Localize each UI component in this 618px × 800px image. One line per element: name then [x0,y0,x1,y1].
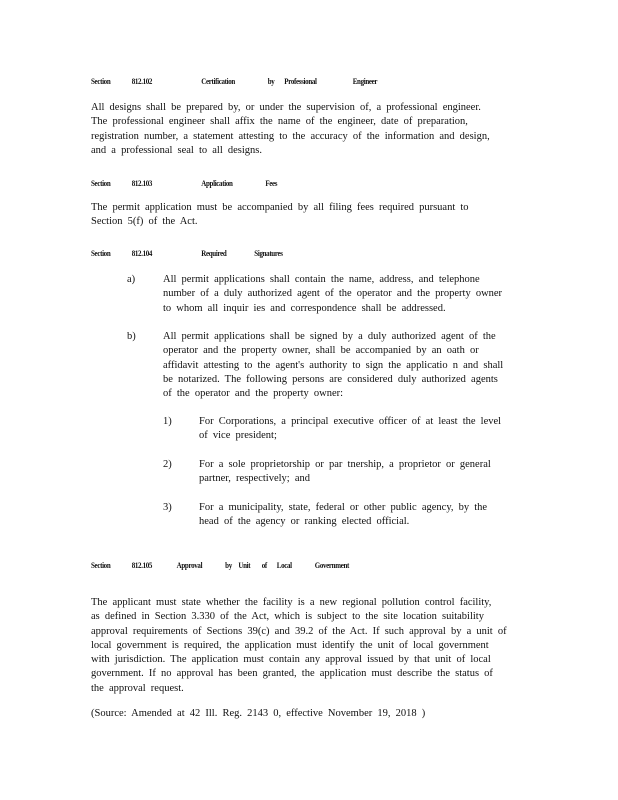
section-number: 812.103 [131,178,153,188]
text-line: government. If no approval has been granted, the application must describe the status of [91,668,493,680]
text-line: of vice president; [199,430,277,442]
text-line: and a professional seal to all designs. [91,144,263,156]
list-label: a) [127,274,136,285]
section-label: Section [91,248,111,258]
section-title-word: Engineer [352,76,378,86]
section-title-word: Government [314,560,350,570]
text-line: All permit applications shall be signed by a duly authorized agent of the [163,331,496,342]
section-label: Section [91,560,111,570]
text-line: Section 5(f) of the Act. [91,216,198,228]
text-line: For a sole proprietorship or par tnership, a proprietor or general [199,459,491,470]
text-line: affidavit attesting to the agent's authority to sign the applicatio n and shall [163,359,504,371]
section-title-word: Application [201,178,233,188]
text-line: operator and the property owner, shall be accompanied by an oath or [163,345,479,357]
source-note [91,707,531,721]
text-line: the approval request. [91,682,184,694]
section-heading-812-104 [91,248,283,258]
list-label: 3) [163,502,172,513]
text-line: of the operator and the property owner: [163,388,344,400]
text-line: approval requirements of Sections 39(c) and 39.2 of the Act. If such approval by a unit of [91,625,507,637]
section-title-word: Unit [238,560,251,570]
section-title-word: by [267,76,275,86]
sub-item-1 [163,415,523,445]
sub-item-2 [163,458,523,488]
text-line: with jurisdiction. The application must contain any approval issued by that unit of local [91,654,491,666]
text-line: be notarized. The following persons are considered duly authorized agents [163,373,498,385]
text-line: All designs shall be prepared by, or under the supervision of, a professional engineer. [91,102,481,113]
section-title-word: Certification [201,76,235,86]
source-note-text: (Source: Amended at 42 Ill. Reg. 2143 0, effective November 19, 2018 ) [91,708,426,719]
list-label: 2) [163,459,172,470]
text-line: The permit application must be accompanied by all filing fees required pursuant to [91,202,469,213]
section-812-103-body [91,201,531,230]
section-title-word: Required [201,248,227,258]
section-label: Section [91,76,111,86]
text-line: head of the agency or ranking elected official. [199,516,410,528]
text-line: For a municipality, state, federal or other public agency, by the [199,502,488,513]
text-line: All permit applications shall contain the name, address, and telephone [163,274,480,285]
text-line: local government is required, the application must identify the unit of local government [91,639,489,651]
section-title-word: Professional [284,76,317,86]
section-812-102-body [91,101,531,158]
sub-item-3 [163,501,523,531]
list-label: 1) [163,416,172,427]
section-812-105-body [91,596,531,696]
text-line: registration number, a statement attesting to the accuracy of the information and design, [91,130,490,142]
section-title-word: of [261,560,267,570]
text-line: The professional engineer shall affix the name of the engineer, date of preparation, [91,116,468,128]
text-line: For Corporations, a principal executive officer of at least the level [199,416,502,427]
section-number: 812.104 [131,248,153,258]
section-title-word: Approval [176,560,203,570]
text-line: number of a duly authorized agent of the operator and the property owner [163,288,503,300]
section-title-word: Signatures [254,248,283,258]
text-line: partner, respectively; and [199,473,310,485]
section-title-word: Fees [265,178,278,188]
section-title-word: Local [276,560,292,570]
list-item-b [127,330,527,404]
section-label: Section [91,178,111,188]
section-number: 812.102 [131,76,153,86]
text-line: The applicant must state whether the facility is a new regional pollution control facility, [91,597,492,608]
section-number: 812.105 [131,560,153,570]
list-label: b) [127,331,136,342]
section-title-word: by [225,560,232,570]
text-line: to whom all inquir ies and correspondence shall be addressed. [163,302,446,314]
section-heading-812-103 [91,178,277,188]
list-item-a [127,273,527,319]
section-heading-812-105 [91,560,349,570]
text-line: as defined in Section 3.330 of the Act, which is subject to the site location suitability [91,611,484,623]
section-heading-812-102 [91,76,377,86]
